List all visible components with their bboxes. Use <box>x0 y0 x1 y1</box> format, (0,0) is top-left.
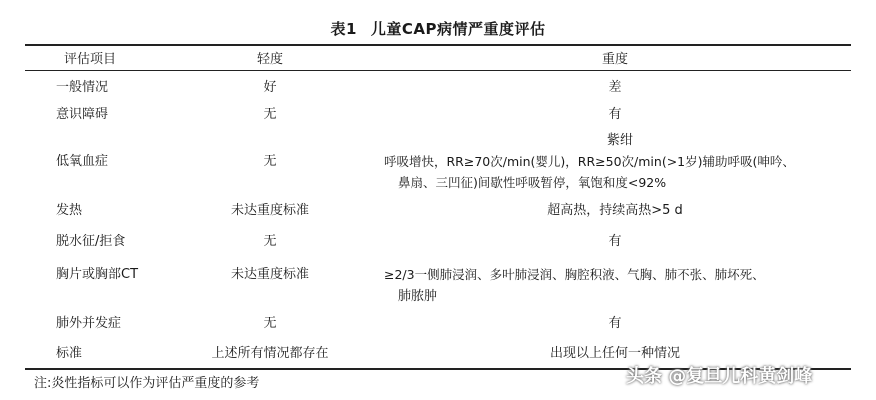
row-item: 脱水征/拒食 <box>56 234 126 249</box>
row-severe-line2: 呼吸增快，RR≥70次/min(婴儿)，RR≥50次/min(>1岁)辅助呼吸(呻吟、 <box>384 154 795 169</box>
row-mild: 未达重度标准 <box>230 267 309 282</box>
table-number: 表1 <box>330 20 357 38</box>
row-severe: 差 <box>608 80 622 95</box>
row-severe: 有 <box>608 107 622 122</box>
row-mild: 无 <box>263 234 277 249</box>
header-mild: 轻度 <box>256 52 283 67</box>
row-severe-line2: 肺脓肿 <box>398 289 438 304</box>
row-item: 肺外并发症 <box>56 316 122 331</box>
row-severe-line3: 鼻扇、三凹征)间歇性呼吸暂停，氧饱和度<92% <box>398 175 667 190</box>
table-title <box>0 18 876 39</box>
header-severe: 重度 <box>601 52 628 67</box>
watermark: 头条 @复旦儿科黄剑峰 <box>626 366 813 387</box>
table-note: 注:炎性指标可以作为评估严重度的参考 <box>34 376 260 391</box>
header-rule <box>25 70 851 71</box>
row-item: 胸片或胸部CT <box>56 267 139 282</box>
row-mild: 未达重度标准 <box>230 203 309 218</box>
row-item: 意识障碍 <box>56 107 109 122</box>
row-item: 发热 <box>56 203 83 218</box>
row-mild: 上述所有情况都存在 <box>211 346 329 361</box>
row-mild: 好 <box>263 80 277 95</box>
row-severe-line1: 紫绀 <box>606 133 633 148</box>
row-severe: 出现以上任何一种情况 <box>549 346 680 361</box>
row-item: 低氧血症 <box>56 154 109 169</box>
table-title-text: 儿童CAP病情严重度评估 <box>370 20 546 38</box>
row-mild: 无 <box>263 154 277 169</box>
row-severe-line1: ≥2/3一侧肺浸润、多叶肺浸润、胸腔积液、气胸、肺不张、肺坏死、 <box>384 267 765 282</box>
row-item: 一般情况 <box>56 80 109 95</box>
header-item: 评估项目 <box>64 52 117 67</box>
row-mild: 无 <box>263 107 277 122</box>
row-severe: 有 <box>608 316 622 331</box>
top-rule <box>25 44 851 46</box>
row-mild: 无 <box>263 316 277 331</box>
row-severe: 有 <box>608 234 622 249</box>
row-severe: 超高热，持续高热>5 d <box>547 203 683 218</box>
row-item: 标准 <box>56 346 83 361</box>
